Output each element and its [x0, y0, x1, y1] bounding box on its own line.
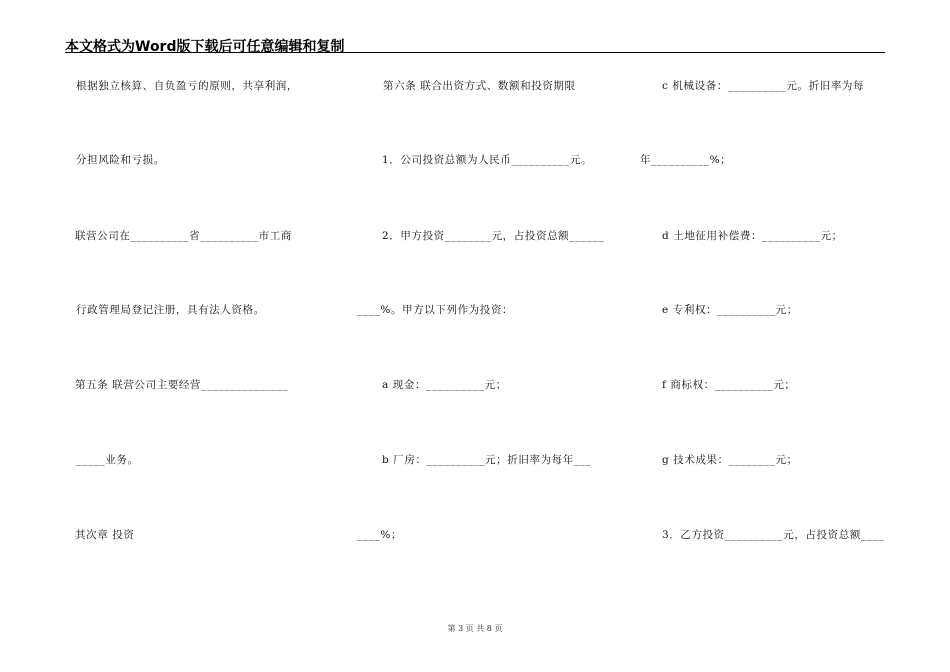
list-item: a 现金：__________元； — [382, 379, 507, 391]
paragraph-line: 行政管理局登记注册，具有法人资格。 — [76, 304, 265, 316]
paragraph-line: 3．乙方投资__________元，占投资总额____ — [662, 529, 885, 541]
article-heading: 第五条 联营公司主要经营_______________ — [75, 379, 289, 391]
list-item: b 厂房：__________元；折旧率为每年___ — [382, 454, 592, 466]
paragraph-line: ____%； — [357, 529, 403, 541]
paragraph-line: 联营公司在__________省__________市工商 — [75, 230, 292, 242]
chapter-heading: 其次章 投资 — [75, 529, 135, 541]
paragraph-line: 2．甲方投资________元，占投资总额______ — [382, 230, 605, 242]
list-item: f 商标权：__________元； — [662, 379, 796, 391]
paragraph-line: ____%。甲方以下列作为投资： — [357, 304, 514, 316]
page-number: 第 3 页 共 8 页 — [447, 624, 503, 633]
list-item: c 机械设备：__________元。折旧率为每 — [662, 80, 865, 92]
paragraph-line: 1．公司投资总额为人民币__________元。 — [382, 154, 593, 166]
list-item: d 土地征用补偿费：__________元； — [662, 230, 843, 242]
document-title: 本文格式为Word版下载后可任意编辑和复制 — [65, 39, 345, 55]
paragraph-line: _____业务。 — [76, 454, 139, 466]
paragraph-line: 分担风险和亏损。 — [76, 154, 165, 166]
paragraph-line: 年__________%； — [640, 154, 732, 166]
header-divider — [65, 52, 885, 53]
article-heading: 第六条 联合出资方式、数额和投资期限 — [383, 80, 576, 92]
list-item: e 专利权：__________元； — [662, 304, 798, 316]
list-item: g 技术成果：________元； — [662, 454, 798, 466]
paragraph-line: 根据独立核算、自负盈亏的原则，共享利润， — [76, 80, 298, 92]
